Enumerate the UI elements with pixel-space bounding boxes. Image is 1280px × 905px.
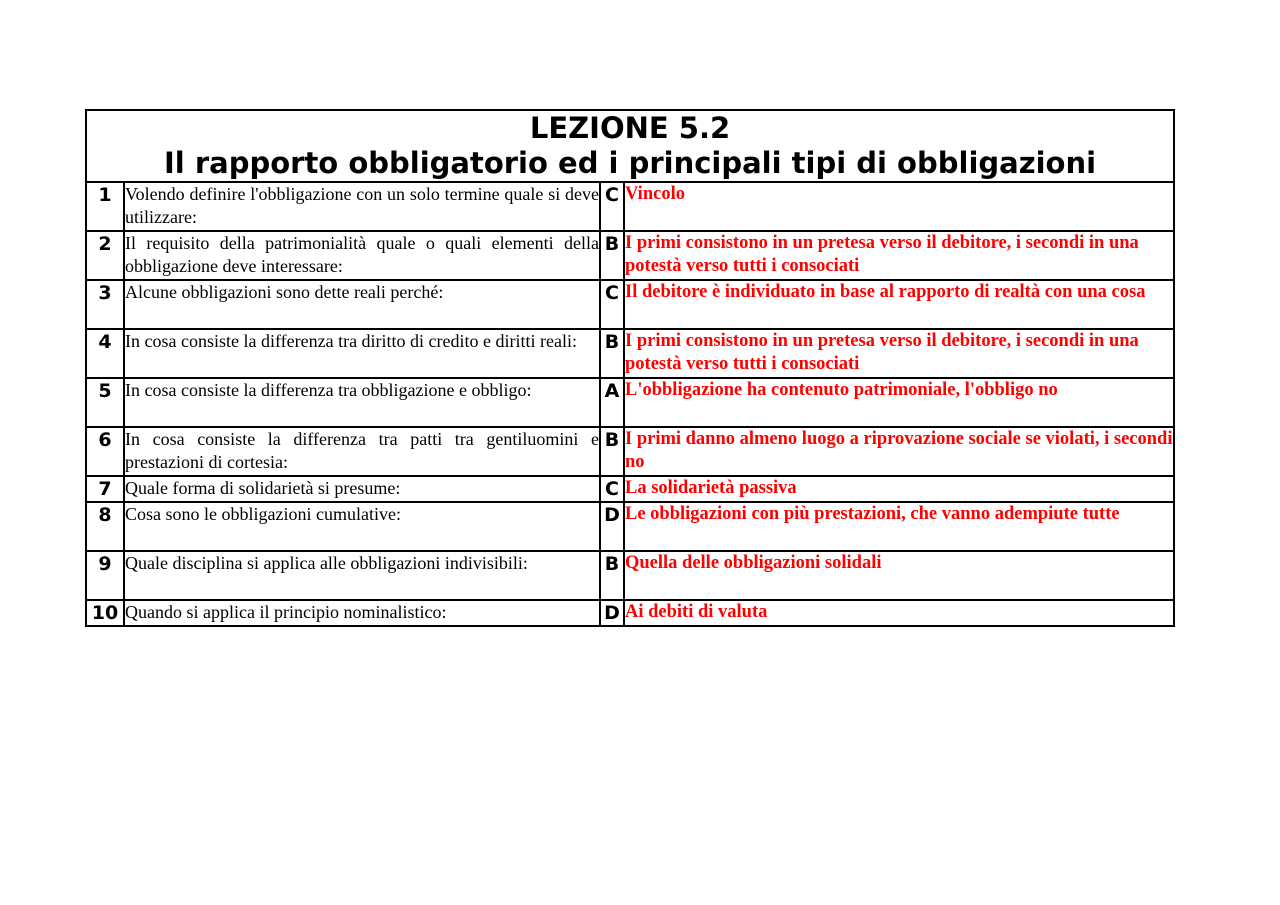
answer-text: I primi danno almeno luogo a riprovazione sociale se violati, i secondi no [624, 427, 1174, 476]
table-row [86, 551, 1174, 600]
question-number: 3 [86, 280, 124, 329]
quiz-table [85, 109, 1175, 627]
question-text: Il requisito della patrimonialità quale o quali elementi della obbligazione deve interessare: [124, 231, 600, 280]
answer-letter: B [600, 231, 624, 280]
answer-letter: C [600, 182, 624, 231]
table-row [86, 502, 1174, 551]
question-text: Alcune obbligazioni sono dette reali perché: [124, 280, 600, 329]
question-text: Cosa sono le obbligazioni cumulative: [124, 502, 600, 551]
question-text: Quando si applica il principio nominalistico: [124, 600, 600, 626]
lesson-subtitle: Il rapporto obbligatorio ed i principali tipi di obbligazioni [164, 146, 1097, 180]
question-text: Quale disciplina si applica alle obbligazioni indivisibili: [124, 551, 600, 600]
question-number: 1 [86, 182, 124, 231]
answer-text: Le obbligazioni con più prestazioni, che vanno adempiute tutte [624, 502, 1174, 551]
answer-letter: C [600, 280, 624, 329]
question-text: Volendo definire l'obbligazione con un solo termine quale si deve utilizzare: [124, 182, 600, 231]
answer-text: L'obbligazione ha contenuto patrimoniale, l'obbligo no [624, 378, 1174, 427]
question-text: Quale forma di solidarietà si presume: [124, 476, 600, 502]
answer-letter: D [600, 502, 624, 551]
answer-letter: D [600, 600, 624, 626]
table-row [86, 476, 1174, 502]
question-text: In cosa consiste la differenza tra diritto di credito e diritti reali: [124, 329, 600, 378]
title-row [86, 110, 1174, 182]
question-number: 10 [86, 600, 124, 626]
table-row [86, 182, 1174, 231]
answer-text: Vincolo [624, 182, 1174, 231]
table-row [86, 378, 1174, 427]
answer-text: Ai debiti di valuta [624, 600, 1174, 626]
answer-letter: A [600, 378, 624, 427]
answer-letter: C [600, 476, 624, 502]
question-number: 5 [86, 378, 124, 427]
question-number: 7 [86, 476, 124, 502]
answer-text: I primi consistono in un pretesa verso il debitore, i secondi in una potestà verso tutti i consociati [624, 329, 1174, 378]
question-text: In cosa consiste la differenza tra obbligazione e obbligo: [124, 378, 600, 427]
answer-text: La solidarietà passiva [624, 476, 1174, 502]
lesson-title: LEZIONE 5.2 [529, 111, 731, 145]
question-number: 4 [86, 329, 124, 378]
question-number: 8 [86, 502, 124, 551]
question-text: In cosa consiste la differenza tra patti tra gentiluomini e prestazioni di cortesia: [124, 427, 600, 476]
answer-letter: B [600, 551, 624, 600]
answer-text: Il debitore è individuato in base al rapporto di realtà con una cosa [624, 280, 1174, 329]
answer-letter: B [600, 329, 624, 378]
table-row [86, 231, 1174, 280]
table-row [86, 280, 1174, 329]
table-row [86, 600, 1174, 626]
answer-letter: B [600, 427, 624, 476]
table-row [86, 329, 1174, 378]
question-number: 6 [86, 427, 124, 476]
question-number: 2 [86, 231, 124, 280]
answer-text: I primi consistono in un pretesa verso il debitore, i secondi in una potestà verso tutti i consociati [624, 231, 1174, 280]
question-number: 9 [86, 551, 124, 600]
title-cell [86, 110, 1174, 182]
answer-text: Quella delle obbligazioni solidali [624, 551, 1174, 600]
table-row [86, 427, 1174, 476]
